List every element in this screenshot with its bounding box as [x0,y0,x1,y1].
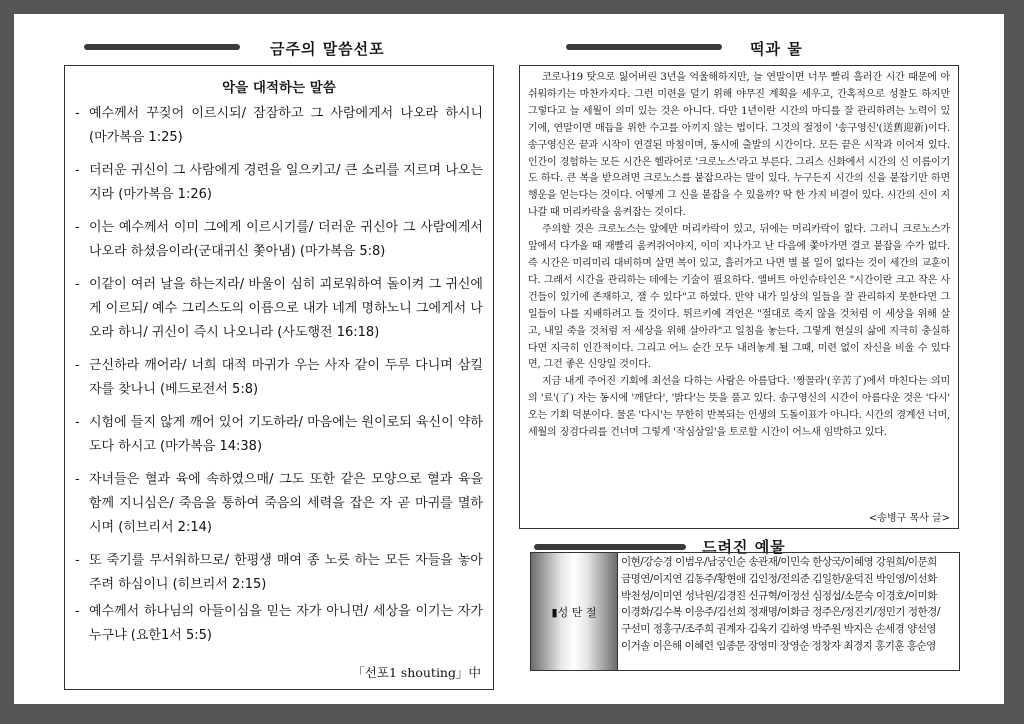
verse-item [75,354,483,402]
verse-text: 더러운 귀신이 그 사람에게 경련을 일으키고/ 큰 소리를 지르며 나오는지라 (마가복음 1:26) [89,163,483,202]
offering-category-label: ▮성 탄 절 [531,553,618,670]
verse-dash: - [75,220,80,235]
verse-dash: - [75,106,80,121]
verse-item [75,468,483,540]
offering-header-bar [534,544,686,550]
verse-item [75,411,483,459]
verse-dash: - [75,163,80,178]
verse-item [75,600,483,648]
left-header-bar [84,44,240,50]
verse-item [75,549,483,597]
column-paragraph: 코로나19 탓으로 잃어버린 3년을 억울해하지만, 늘 연말이면 너무 빨리 흘러간 시간 때문에 아쉬워하기는 마찬가지다. 그런 미련을 덜기 위해 야무진 계획을 세우고, 간혹적으로 성찰도 하지만 그렇다고 늘 세월이 의미 있는 것은 아니다. 다만 1년이란 시간의 마디를 잘 관리하려는 노력이 있기에, 연말이면 매듭을 위한 수고를 아끼지 않는 법이다. 그것의 절정이 '송구영신'(送舊迎新)이다. 송구영신은 끝과 시작이 연결된 마침이며, 동시에 출발의 시간이다. 모든 끝은 시작과 이어져 있다. 인간이 경험하는 모든 시간은 헬라어로 '크로노스'라고 부른다. 그리스 신화에서 시간의 신 이름이기도 하다. 큰 복을 받으려면 크로노스를 붙잡으라는 말이 있다. 누구든지 시간의 신을 붙잡기만 하면 행운을 얻는다는 것이다. 어떻게 그 신을 붙잡을 수 있을까? 딱 한 가지 비결이 있다. 시간의 신이 지나갈 때 머리카락을 움켜잡는 것이다. [528,72,950,219]
verse-item [75,273,483,345]
verse-item [75,216,483,264]
left-section-title: 금주의 말씀선포 [270,40,385,58]
bulletin-page [14,14,1004,704]
verse-text: 이는 예수께서 이미 그에게 이르시기를/ 더러운 귀신아 그 사람에게서 나오라 하셨음이라(군대귀신 쫓아냄) (마가복음 5:8) [89,220,483,259]
verse-text: 자녀들은 혈과 육에 속하였으매/ 그도 또한 같은 모양으로 혈과 육을 함께 지니심은/ 죽음을 통하여 죽음의 세력을 잡은 자 곧 마귀를 멸하시며 (히브리서 2:14) [89,472,483,535]
right-section-title: 떡과 물 [750,40,803,58]
verse-text: 근신하라 깨어라/ 너희 대적 마귀가 우는 사자 같이 두루 다니며 삼킬 자를 찾나니 (베드로전서 5:8) [89,358,483,397]
verse-text: 예수께서 하나님의 아들이심을 믿는 자가 아니면/ 세상을 이기는 자가 누구냐 (요한1서 5:5) [89,604,483,643]
verses-box-title: 악을 대적하는 말씀 [222,80,336,96]
offering-table [530,552,960,671]
column-paragraph: 주의할 것은 크로노스는 앞에만 머리카락이 있고, 뒤에는 머리카락이 없다. 그러니 크로노스가 앞에서 다가올 때 재빨리 움켜쥐어야지, 이미 지나가고 난 다음에 쫓아가면 결코 붙잡을 수가 없다. 즉 시간은 미리미리 대비하며 살면 복이 있고, 흘러가고 나면 별 볼 일이 없다는 것이 세간의 교훈이다. 그래서 시간을 관리하는 데에는 기술이 필요하다. 앨버트 아인슈타인은 "시간이란 크고 작은 사건들이 있기에 존재하고, 잴 수 있다"고 하였다. 만약 내가 일상의 일들을 잘 관리하지 못한다면 그 일들이 나를 지배하려고 들 것이다. 튀르키예 격언은 "절대로 죽지 않을 것처럼 이 세상을 위해 살고, 내일 죽을 것처럼 저 세상을 위해 살아라"고 일침을 놓는다. 그렇게 현실의 삶에 지극히 충실하다면 지극히 인간적이다. 그리고 어느 순간 모두 내려놓게 될 그때, 미련 없이 자신을 비울 수 있다면, 그건 좋은 신앙일 것이다. [528,224,950,371]
verse-text: 예수께서 꾸짖어 이르시되/ 잠잠하고 그 사람에게서 나오라 하시니 (마가복음 1:25) [89,106,483,145]
verse-text: 또 죽기를 무서워하므로/ 한평생 매여 종 노릇 하는 모든 자들을 놓아 주려 하심이니 (히브리서 2:15) [89,553,483,592]
verse-item [75,102,483,150]
verse-dash: - [75,415,80,430]
verse-item [75,159,483,207]
right-header-bar [566,44,722,50]
sermon-verses-box [64,65,494,690]
column-box [519,65,959,529]
column-author: <송병구 목사 글> [868,513,950,524]
offering-section-title: 드려진 예물 [702,538,786,556]
verse-dash: - [75,358,80,373]
offering-names: 이현/강승경 이범우/남궁인순 송관재/이민숙 한상국/이혜영 강원희/이문희 금명연/이지연 김동주/황현애 김인정/전의준 김일한/윤덕진 박인영/이선화 박천성/이미연 성낙원/김경진 신규혁/이정선 심정섭/소문숙 이경호/이미화 이경화/김수복 이응주/김선희 정재명/이화금 정주은/정진기/정민기 정한경/구선미 정홍구/조주희 권계자 김욱기 김하영 박주원 박지은 손세경 양선영 이거솔 이은해 이혜련 임종문 장영미 장영순 정창자 최경지 홍기훈 홍순영 [621,556,940,652]
verses-source: 「선포1 shouting」中 [352,665,481,680]
verse-dash: - [75,604,80,619]
verse-dash: - [75,553,80,568]
verse-dash: - [75,472,80,487]
verse-dash: - [75,277,80,292]
verse-text: 이같이 여러 날을 하는지라/ 바울이 심히 괴로워하여 돌이켜 그 귀신에게 이르되/ 예수 그리스도의 이름으로 내가 네게 명하노니 그에게서 나오라 하니/ 귀신이 즉시 나오니라 (사도행전 16:18) [89,277,483,340]
verse-text: 시험에 들지 않게 깨어 있어 기도하라/ 마음에는 원이로되 육신이 약하도다 하시고 (마가복음 14:38) [89,415,483,454]
column-paragraph: 지금 내게 주어진 기회에 최선을 다하는 사람은 아름답다. '찡꼴라'(辛苦了)에서 마친다는 의미의 '료'(了) 자는 동시에 '깨닫다', '밝다'는 뜻을 품고 있다. 송구영신의 시간이 아름다운 것은 '다시' 오는 기회 덕분이다. 물론 '다시'는 무한히 반복되는 인생의 도돌이표가 아니다. 시간의 경계선 너머, 세월의 징검다리를 건너며 그렇게 '작심삼일'을 토로할 시간이 어느새 임박하고 있다. [528,376,950,439]
